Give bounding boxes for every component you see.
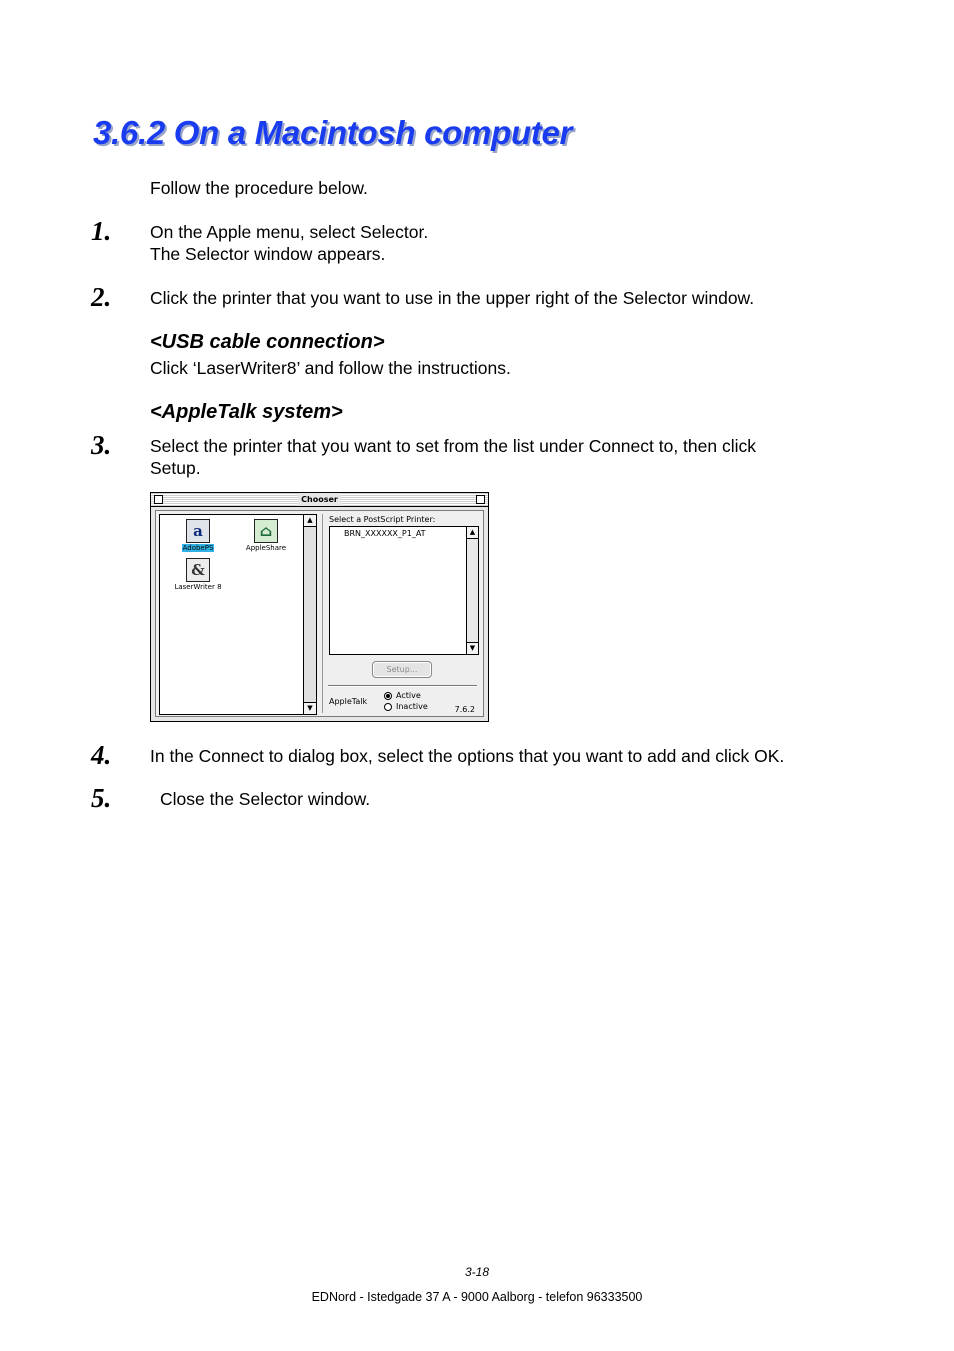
appletalk-inactive-option[interactable] — [384, 702, 428, 711]
printer-list[interactable] — [329, 526, 479, 655]
driver-label-adobeps: AdobePS — [182, 544, 214, 552]
driver-label-laserwriter: LaserWriter 8 — [174, 583, 222, 591]
laserwriter-printer-icon: & — [186, 558, 210, 582]
appletalk-heading: <AppleTalk system> — [150, 401, 343, 423]
appleshare-icon: ⌂ — [254, 519, 278, 543]
usb-heading: <USB cable connection> — [150, 331, 385, 353]
select-printer-label: Select a PostScript Printer: — [329, 515, 436, 524]
appletalk-active-option[interactable] — [384, 691, 421, 700]
inactive-label: Inactive — [396, 702, 428, 711]
step-1-line-2: The Selector window appears. — [150, 244, 386, 264]
step-5-number: 5. — [91, 783, 112, 813]
chooser-window — [150, 492, 489, 722]
step-3-number: 3. — [91, 430, 112, 460]
printer-list-item[interactable]: BRN_XXXXXX_P1_AT — [344, 529, 426, 538]
active-label: Active — [396, 691, 421, 700]
chooser-body — [155, 510, 484, 717]
step-3-line-2: Setup. — [150, 458, 201, 478]
driver-label-appleshare: AppleShare — [245, 544, 287, 552]
appletalk-label: AppleTalk — [329, 697, 368, 706]
pane-divider — [322, 514, 323, 713]
step-2-line-1: Click the printer that you want to use in the upper right of the Selector window. — [150, 288, 755, 308]
active-radio[interactable] — [384, 692, 392, 700]
usb-text: Click ‘LaserWriter8’ and follow the instructions. — [150, 358, 511, 378]
driver-icon-list[interactable] — [159, 514, 317, 715]
step-2-number: 2. — [91, 282, 112, 312]
step-5-line-1: Close the Selector window. — [160, 789, 371, 809]
step-1-line-1: On the Apple menu, select Selector. — [150, 222, 429, 242]
step-4-number: 4. — [91, 740, 112, 770]
chooser-version: 7.6.2 — [454, 705, 475, 714]
close-box-icon[interactable] — [154, 495, 163, 504]
scroll-up-arrow-icon[interactable]: ▲ — [304, 515, 316, 527]
inactive-radio[interactable] — [384, 703, 392, 711]
section-heading: 3.6.2 On a Macintosh computer — [93, 114, 573, 151]
step-4-line-1: In the Connect to dialog box, select the options that you want to add and click OK. — [150, 746, 785, 766]
list-scroll-down-arrow-icon[interactable]: ▼ — [467, 642, 478, 654]
intro-text: Follow the procedure below. — [150, 178, 368, 198]
step-3-line-1: Select the printer that you want to set from the list under Connect to, then click — [150, 436, 757, 456]
list-scroll-up-arrow-icon[interactable]: ▲ — [467, 527, 478, 539]
driver-laserwriter[interactable] — [170, 558, 226, 592]
adobeps-printer-icon: a — [186, 519, 210, 543]
footer-text: EDNord - Istedgade 37 A - 9000 Aalborg - telefon 96333500 — [311, 1290, 643, 1304]
scroll-down-arrow-icon[interactable]: ▼ — [304, 702, 316, 714]
chooser-title-bar[interactable] — [151, 493, 488, 507]
setup-button[interactable]: Setup... — [372, 661, 432, 678]
printer-list-scrollbar[interactable] — [466, 527, 478, 654]
separator-highlight — [328, 686, 477, 687]
driver-adobeps[interactable] — [180, 519, 216, 553]
page-number: 3-18 — [465, 1265, 490, 1279]
zoom-box-icon[interactable] — [476, 495, 485, 504]
driver-appleshare[interactable] — [244, 519, 288, 553]
step-1-number: 1. — [91, 216, 112, 246]
driver-list-scrollbar[interactable] — [303, 515, 316, 714]
chooser-title: Chooser — [297, 493, 342, 506]
